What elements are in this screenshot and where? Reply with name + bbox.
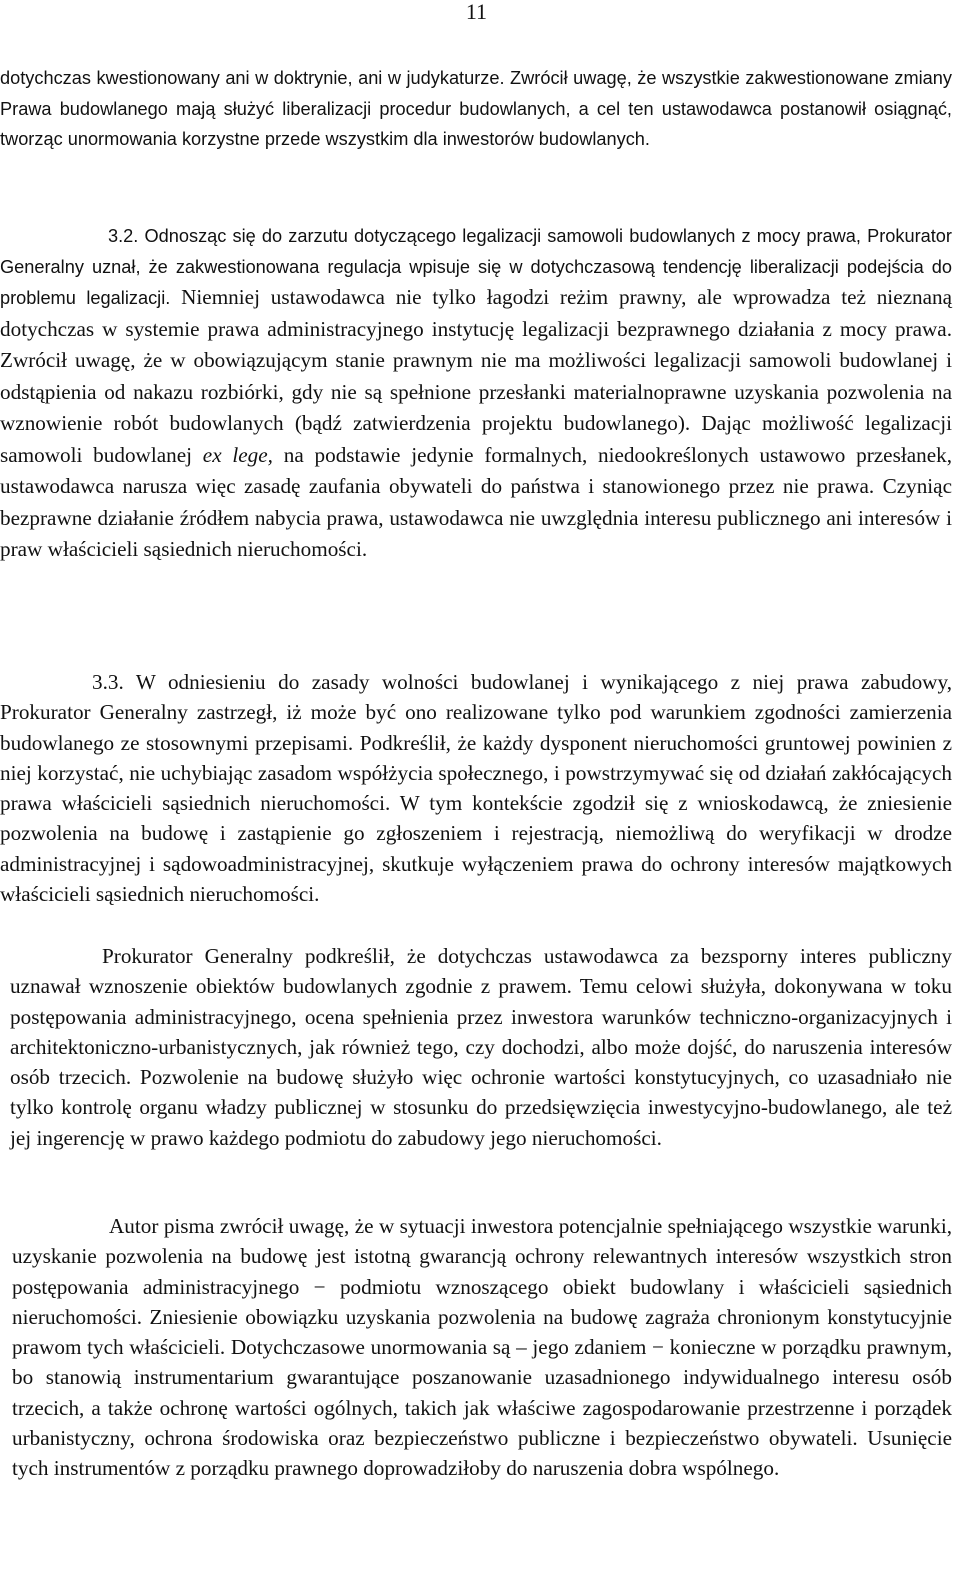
section-number-3-3: 3.3. [92, 670, 124, 694]
paragraph-continuation: dotychczas kwestionowany ani w doktrynie, ani w judykaturze. Zwrócił uwagę, że wszystkie zakwestionowane zmiany Prawa budowlanego mają służyć liberalizacji procedur budowlanych, a cel ten ustawodawca postanowił osiągnąć, tworząc unormowania korzystne przede wszystkim dla inwestorów budowlanych. [0, 68, 952, 149]
paragraph-prokurator: Prokurator Generalny podkreślił, że dotychczas ustawodawca za bezsporny interes publiczny uznawał wznoszenie obiektów budowlanych zgodnie z prawem. Temu celowi służyła, dokonywana w toku postępowania administracyjnego, ocena spełnienia przez inwestora warunków techniczno-organizacyjnych i architektoniczno-urbanistycznych, jak również tego, czy dochodzi, albo może dojść, do naruszenia interesów osób trzecich. Pozwolenie na budowę służyło więc ochronie wartości konstytucyjnych, co uzasadniało nie tylko kontrolę organu władzy publicznej w stosunku do przedsięwzięcia inwestycyjno-budowlanego, ale też jej ingerencję w prawo każdego podmiotu do zabudowy jego nieruchomości. [10, 944, 952, 1150]
paragraph-autor-pisma: Autor pisma zwrócił uwagę, że w sytuacji inwestora potencjalnie spełniającego wszystkie warunki, uzyskanie pozwolenia na budowę jest istotną gwarancją ochrony relewantnych interesów wszystkich stron postępowania administracyjnego − podmiotu wznoszącego obiekt budowlany i właścicieli sąsiednich nieruchomości. Zniesienie obowiązku uzyskania pozwolenia na budowę zagraża chronionym konstytucyjnie prawom tych właścicieli. Dotychczasowe unormowania są – jego zdaniem − konieczne w porządku prawnym, bo stanowią instrumentarium gwarantujące poszanowanie uzasadnionego indywidualnego interesu osób trzecich, a także ochronę wartości ogólnych, takich jak właściwe zagospodarowanie przestrzenne i porządek urbanistyczny, ochrona środowiska oraz bezpieczeństwo publiczne i bezpieczeństwo obywateli. Usunięcie tych instrumentów z porządku prawnego doprowadziłoby do naruszenia dobra wspólnego. [12, 1214, 952, 1481]
paragraph-3-2-text-b: na podstawie jedynie formalnych, niedookreślonych ustawowo przesłanek, ustawodawca narusza więc zasadę zaufania obywateli do państwa i stanowionego przez nie prawa. Czyniąc bezprawne działanie źródłem nabycia prawa, ustawodawca nie uwzględnia interesu publicznego ani interesów i praw właścicieli sąsiednich nieruchomości. [0, 442, 953, 561]
page-number: 11 [465, 0, 487, 24]
paragraph-3-3-text: W odniesieniu do zasady wolności budowlanej i wynikającego z niej prawa zabudowy, Prokurator Generalny zastrzegł, iż może być ono realizowane tylko pod warunkiem zgodności zamierzenia budowlanego ze stosownymi przepisami. Podkreślił, że każdy dysponent nieruchomości gruntowej powinien z niej korzystać, nie uchybiając zasadom współżycia społecznego, i powstrzymywać się od działań zakłócających prawa właścicieli sąsiednich nieruchomości. W tym kontekście zgodził się z wnioskodawcą, że zniesienie pozwolenia na budowę i zastąpienie go zgłoszeniem i rejestracją, niemożliwą do weryfikacji w drodze administracyjnej i sądowoadministracyjnej, skutkuje wyłączeniem prawa do ochrony interesów majątkowych właścicieli sąsiednich nieruchomości. [0, 670, 952, 907]
paragraph-3-2 [0, 221, 952, 566]
italic-ex-lege: ex lege, [202, 442, 273, 467]
paragraph-3-2-sans-text: Odnosząc się do zarzutu dotyczącego legalizacji samowoli budowlanych z mocy prawa, Prokurator Generalny uznał, że zakwestionowana regulacja wpisuje się w dotychczasową tendencję liberalizacji podejścia do problemu legalizacji. [0, 226, 952, 308]
paragraph-3-2-serif-text [0, 285, 952, 561]
section-number-3-2: 3.2. [108, 226, 139, 246]
paragraph-3-2-text-a: Niemniej ustawodawca nie tylko łagodzi reżim prawny, ale wprowadza też nieznaną dotychczas w systemie prawa administracyjnego instytucję legalizacji bezprawnego działania z mocy prawa. Zwrócił uwagę, że w obowiązującym stanie prawnym nie ma możliwości legalizacji samowoli budowlanej i odstąpienia od nakazu rozbiórki, gdy nie są spełnione przesłanki materialnoprawne uzyskania pozwolenia na wznowienie robót budowlanych (bądź zatwierdzenia projektu budowlanego). Dając możliwość legalizacji samowoli budowlanej [0, 285, 952, 467]
paragraph-3-3 [0, 667, 952, 909]
